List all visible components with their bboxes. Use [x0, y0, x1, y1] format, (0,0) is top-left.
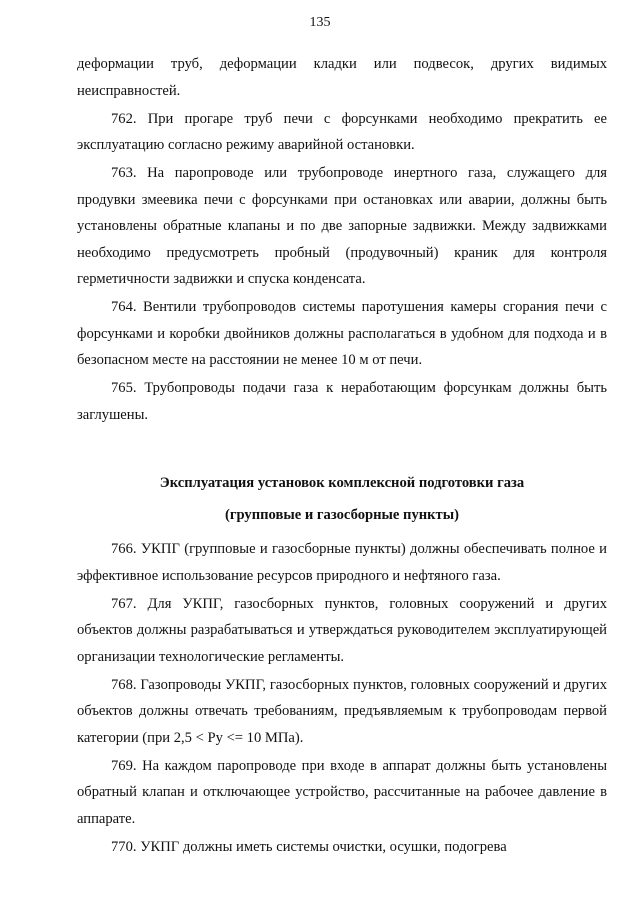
- paragraph-763: 763. На паропроводе или трубопроводе инертного газа, служащего для продувки змеевика печи с форсунками при остановках или аварии, должны быть установлены обратные клапаны и по две запорные задвижки. Между задвижками необходимо предусмотреть пробный (продувочный) краник для контроля герметичности задвижки и спуска конденсата.: [77, 165, 607, 287]
- section-heading-line-1: Эксплуатация установок комплексной подготовки газа: [159, 475, 525, 491]
- paragraph-765: 765. Трубопроводы подачи газа к неработающим форсункам должны быть заглушены.: [77, 380, 607, 423]
- paragraph-764: 764. Вентили трубопроводов системы паротушения камеры сгорания печи с форсунками и коробки двойников должны располагаться в удобном для подхода и в безопасном месте на расстоянии не менее 10 м от печи.: [77, 299, 607, 368]
- paragraph-769: 769. На каждом паропроводе при входе в аппарат должны быть установлены обратный клапан и отключающее устройство, рассчитанные на рабочее давление в аппарате.: [77, 757, 607, 827]
- paragraph-770: 770. УКПГ должны иметь системы очистки, осушки, подогрева: [111, 838, 507, 855]
- section-heading-line-2: (групповые и газосборные пункты): [225, 507, 459, 523]
- page-number: 135: [309, 15, 331, 30]
- paragraph-continuation: деформации труб, деформации кладки или подвесок, других видимых неисправностей.: [77, 56, 607, 99]
- paragraph-766: 766. УКПГ (групповые и газосборные пункты) должны обеспечивать полное и эффективное использование ресурсов природного и нефтяного газа.: [77, 541, 607, 584]
- paragraph-767: 767. Для УКПГ, газосборных пунктов, головных сооружений и других объектов должны разрабатываться и утверждаться руководителем эксплуатирующей организации технологические регламенты.: [77, 595, 607, 665]
- section-heading: [77, 467, 607, 531]
- paragraph-768: 768. Газопроводы УКПГ, газосборных пунктов, головных сооружений и других объектов должны отвечать требованиям, предъявляемым к трубопроводам первой категории (при 2,5 < Ру <= 10 МПа).: [77, 676, 607, 746]
- body-text: [77, 51, 607, 862]
- paragraph-762: 762. При прогаре труб печи с форсунками необходимо прекратить ее эксплуатацию согласно режиму аварийной остановки.: [77, 110, 607, 153]
